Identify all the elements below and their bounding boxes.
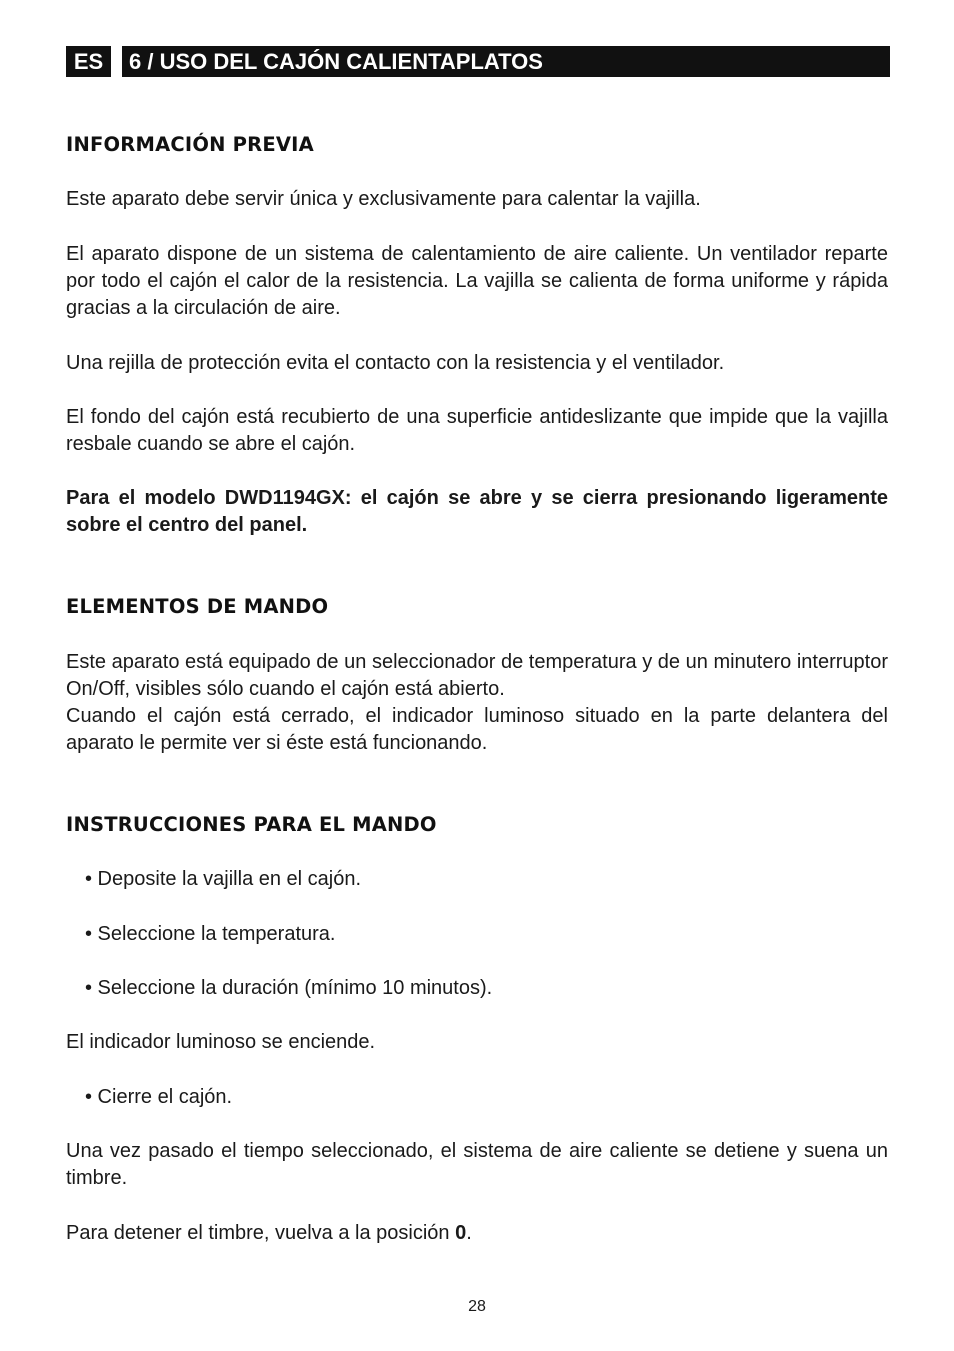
paragraph: Cuando el cajón está cerrado, el indicador luminoso situado en la parte delantera del aparato le permite ver si éste está funcionando.: [66, 705, 888, 754]
paragraph-end: .: [466, 1222, 472, 1244]
paragraph: Una rejilla de protección evita el contacto con la resistencia y el ventilador.: [66, 352, 725, 374]
list-item: • Seleccione la duración (mínimo 10 minutos).: [85, 977, 493, 999]
heading-instrucciones: INSTRUCCIONES PARA EL MANDO: [66, 813, 437, 836]
paragraph-text: Para detener el timbre, vuelva a la posición: [66, 1222, 456, 1244]
paragraph: El fondo del cajón está recubierto de una superficie antideslizante que impide que la vajilla resbale cuando se abre el cajón.: [66, 406, 888, 455]
section-title: 6 / USO DEL CAJÓN CALIENTAPLATOS: [122, 46, 890, 77]
paragraph: Una vez pasado el tiempo seleccionado, el sistema de aire caliente se detiene y suena un timbre.: [66, 1140, 888, 1189]
list-item: • Seleccione la temperatura.: [85, 923, 336, 945]
list-item: • Deposite la vajilla en el cajón.: [85, 868, 362, 890]
page-header: [66, 46, 890, 77]
page-number: 28: [468, 1298, 486, 1315]
heading-elementos-de-mando: ELEMENTOS DE MANDO: [66, 595, 329, 618]
paragraph: El aparato dispone de un sistema de calentamiento de aire caliente. Un ventilador reparte por todo el cajón el calor de la resistencia. La vajilla se calienta de forma uniforme y rápida gracias a la circulación de aire.: [66, 243, 888, 319]
language-badge: ES: [66, 46, 111, 77]
list-item: • Cierre el cajón.: [85, 1086, 233, 1108]
paragraph: [66, 1220, 888, 1247]
paragraph-bold-note: Para el modelo DWD1194GX: el cajón se abre y se cierra presionando ligeramente sobre el centro del panel.: [66, 487, 888, 536]
heading-informacion-previa: INFORMACIÓN PREVIA: [66, 133, 314, 156]
paragraph: Este aparato debe servir única y exclusivamente para calentar la vajilla.: [66, 188, 701, 210]
paragraph: El indicador luminoso se enciende.: [66, 1031, 376, 1053]
paragraph: Este aparato está equipado de un seleccionador de temperatura y de un minutero interruptor On/Off, visibles sólo cuando el cajón está abierto.: [66, 651, 888, 700]
position-value: 0: [455, 1222, 467, 1244]
